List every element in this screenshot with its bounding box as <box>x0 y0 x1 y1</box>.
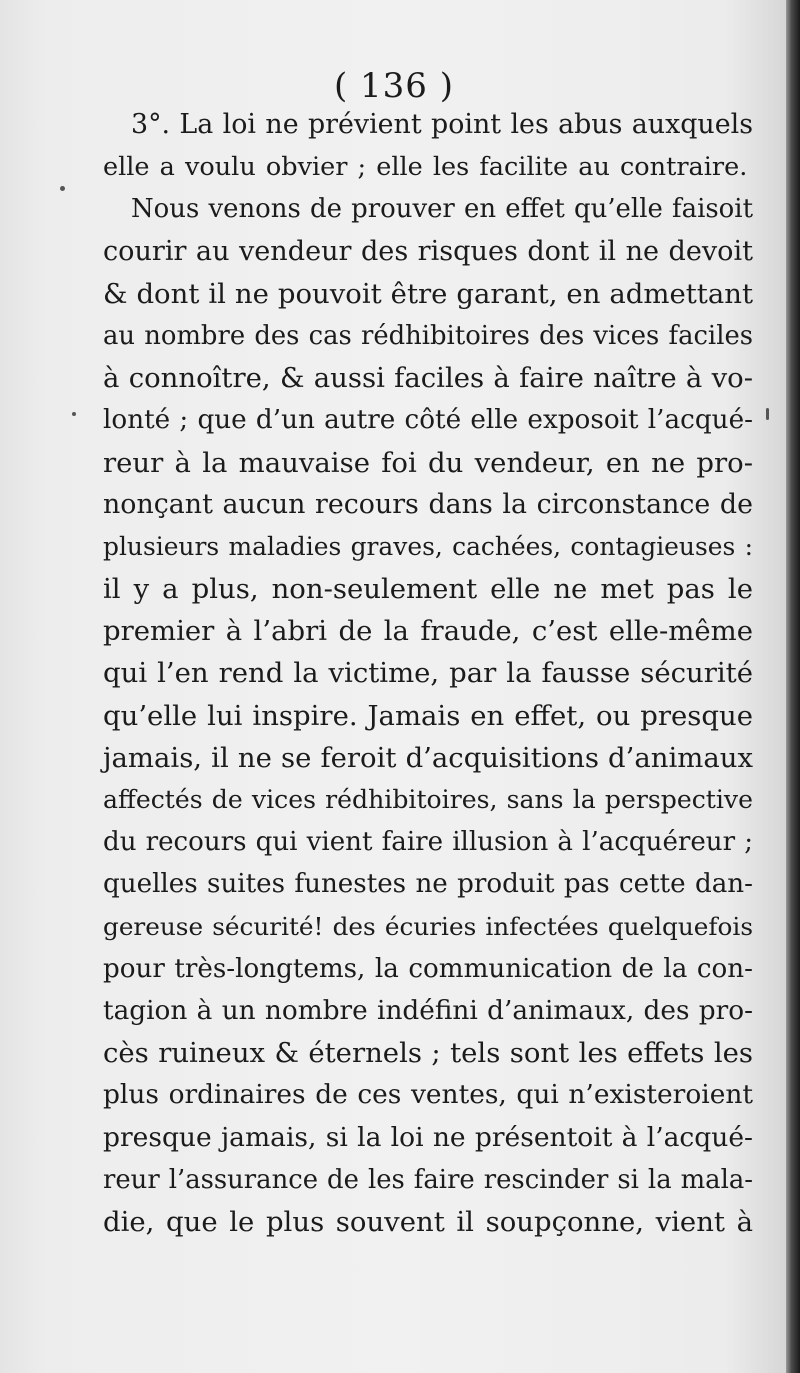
text-line: pour très-longtems, la communication de la con- <box>103 953 753 984</box>
text-line: qu’elle lui inspire. Jamais en effet, ou presque <box>103 699 753 732</box>
text-line: premier à l’abri de la fraude, c’est elle-même <box>103 615 753 648</box>
text-line: plus ordinaires de ces ventes, qui n’existeroient <box>103 1079 753 1111</box>
text-line: au nombre des cas rédhibitoires des vices faciles <box>103 320 753 351</box>
text-line: gereuse sécurité! des écuries infectées quelquefois <box>103 911 753 941</box>
text-line: tagion à un nombre indéfini d’animaux, des pro- <box>103 995 753 1026</box>
ink-speck <box>766 408 769 420</box>
text-line: die, que le plus souvent il soupçonne, vient à <box>103 1205 753 1238</box>
ink-speck <box>72 412 76 416</box>
text-line: courir au vendeur des risques dont il ne devoit <box>103 235 753 267</box>
body-text <box>103 104 753 1243</box>
text-line: qui l’en rend la victime, par la fausse sécurité <box>103 657 753 690</box>
text-line: & dont il ne pouvoit être garant, en admettant <box>103 277 753 310</box>
text-line: 3°. La loi ne prévient point les abus auxquels <box>131 109 753 140</box>
text-line: reur à la mauvaise foi du vendeur, en ne pro- <box>103 446 753 479</box>
text-line: elle a voulu obvier ; elle les facilite au contraire. <box>103 152 748 183</box>
text-line: Nous venons de prouver en effet qu’elle faisoit <box>131 194 753 225</box>
text-line: affectés de vices rédhibitoires, sans la perspective <box>103 785 753 814</box>
text-line: plusieurs maladies graves, cachées, contagieuses : <box>103 531 753 561</box>
text-line: à connoître, & aussi faciles à faire naître à vo- <box>103 362 753 395</box>
text-line: nonçant aucun recours dans la circonstance de <box>103 488 753 520</box>
text-line: il y a plus, non-seulement elle ne met pas le <box>103 573 753 606</box>
text-line: jamais, il ne se feroit d’acquisitions d’animaux <box>103 741 753 774</box>
text-line: reur l’assurance de les faire rescinder si la mala- <box>103 1164 753 1195</box>
text-line: presque jamais, si la loi ne présentoit à l’acqué- <box>103 1121 753 1153</box>
text-line: cès ruineux & éternels ; tels sont les effets les <box>103 1037 753 1070</box>
text-line: quelles suites funestes ne produit pas cette dan- <box>103 869 753 900</box>
ink-speck <box>60 186 65 191</box>
text-line: du recours qui vient faire illusion à l’acquéreur ; <box>103 827 753 858</box>
text-line: lonté ; que d’un autre côté elle exposoit l’acqué- <box>103 405 753 436</box>
page-number: ( 136 ) <box>333 66 455 106</box>
page-edge-shadow <box>786 0 800 1373</box>
